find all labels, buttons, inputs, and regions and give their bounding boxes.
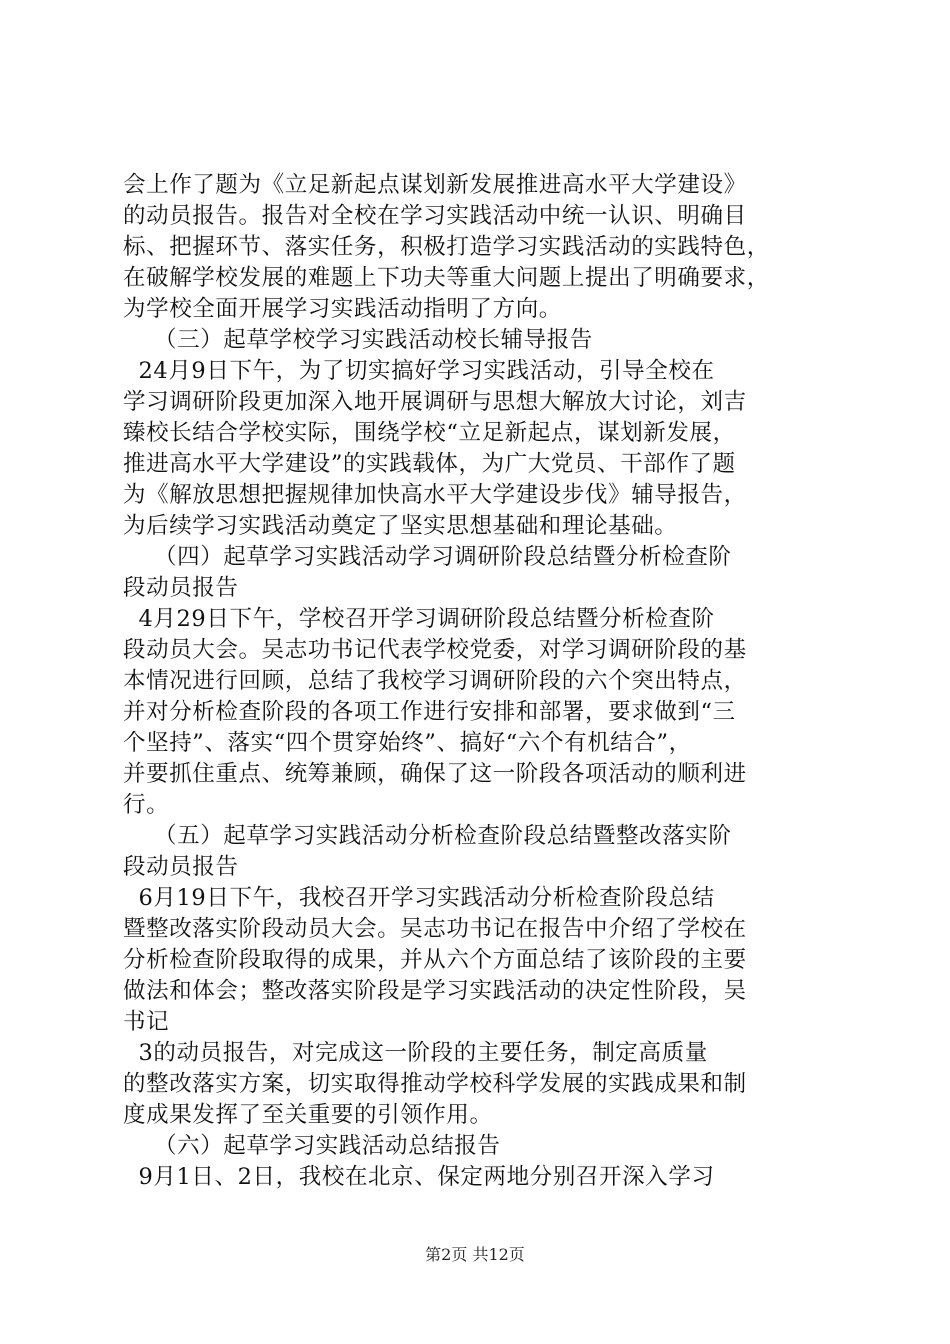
text-line: （六）起草学习实践活动总结报告 bbox=[123, 1133, 501, 1159]
text-line: （四）起草学习实践活动学习调研阶段总结暨分析检查阶 bbox=[123, 544, 732, 570]
text-line: 并对分析检查阶段的各项工作进行安排和部署，要求做到“三 bbox=[123, 699, 736, 725]
text-line: 段动员报告 bbox=[123, 854, 239, 880]
text-line: 行。 bbox=[123, 792, 170, 818]
text-line: 会上作了题为《立足新起点谋划新发展推进高水平大学建设》 bbox=[123, 172, 747, 198]
text-line: 的动员报告。报告对全校在学习实践活动中统一认识、明确目 bbox=[123, 203, 747, 229]
text-line: 做法和体会；整改落实阶段是学习实践活动的决定性阶段，吴 bbox=[123, 978, 747, 1004]
text-line: 6月19日下午，我校召开学习实践活动分析检查阶段总结 bbox=[123, 885, 715, 911]
text-line: 推进高水平大学建设”的实践载体，为广大党员、干部作了题 bbox=[123, 451, 736, 477]
text-line: 并要抓住重点、统筹兼顾，确保了这一阶段各项活动的顺利进 bbox=[123, 761, 747, 787]
text-line: 在破解学校发展的难题上下功夫等重大问题上提出了明确要求， bbox=[123, 265, 770, 291]
text-line: 学习调研阶段更加深入地开展调研与思想大解放大讨论，刘吉 bbox=[123, 389, 747, 415]
text-line: 的整改落实方案，切实取得推动学校科学发展的实践成果和制 bbox=[123, 1071, 747, 1097]
body-text bbox=[123, 170, 843, 1193]
text-line: 9月1日、2日，我校在北京、保定两地分别召开深入学习 bbox=[123, 1164, 715, 1190]
text-line: 3的动员报告，对完成这一阶段的主要任务，制定高质量 bbox=[123, 1040, 708, 1066]
text-line: 本情况进行回顾，总结了我校学习调研阶段的六个突出特点， bbox=[123, 668, 747, 694]
text-line: 暨整改落实阶段动员大会。吴志功书记在报告中介绍了学校在 bbox=[123, 916, 747, 942]
text-line: 为学校全面开展学习实践活动指明了方向。 bbox=[123, 296, 562, 322]
text-line: 标、把握环节、落实任务，积极打造学习实践活动的实践特色， bbox=[123, 234, 770, 260]
text-line: 个坚持”、落实“四个贯穿始终”、搞好“六个有机结合”， bbox=[123, 730, 692, 756]
page-footer: 第2页 共12页 bbox=[425, 1245, 525, 1264]
text-line: 书记 bbox=[123, 1009, 170, 1035]
text-line: 段动员报告 bbox=[123, 575, 239, 601]
text-line: 分析检查阶段取得的成果，并从六个方面总结了该阶段的主要 bbox=[123, 947, 747, 973]
text-line: 臻校长结合学校实际，围绕学校“立足新起点，谋划新发展， bbox=[123, 420, 736, 446]
text-line: （三）起草学校学习实践活动校长辅导报告 bbox=[123, 327, 593, 353]
text-line: （五）起草学习实践活动分析检查阶段总结暨整改落实阶 bbox=[123, 823, 732, 849]
text-line: 4月29日下午，学校召开学习调研阶段总结暨分析检查阶 bbox=[123, 606, 715, 632]
text-line: 为《解放思想把握规律加快高水平大学建设步伐》辅导报告， bbox=[123, 482, 747, 508]
text-line: 24月9日下午，为了切实搞好学习实践活动，引导全校在 bbox=[123, 358, 715, 384]
text-line: 段动员大会。吴志功书记代表学校党委，对学习调研阶段的基 bbox=[123, 637, 747, 663]
text-line: 度成果发挥了至关重要的引领作用。 bbox=[123, 1102, 493, 1128]
text-line: 为后续学习实践活动奠定了坚实思想基础和理论基础。 bbox=[123, 513, 678, 539]
